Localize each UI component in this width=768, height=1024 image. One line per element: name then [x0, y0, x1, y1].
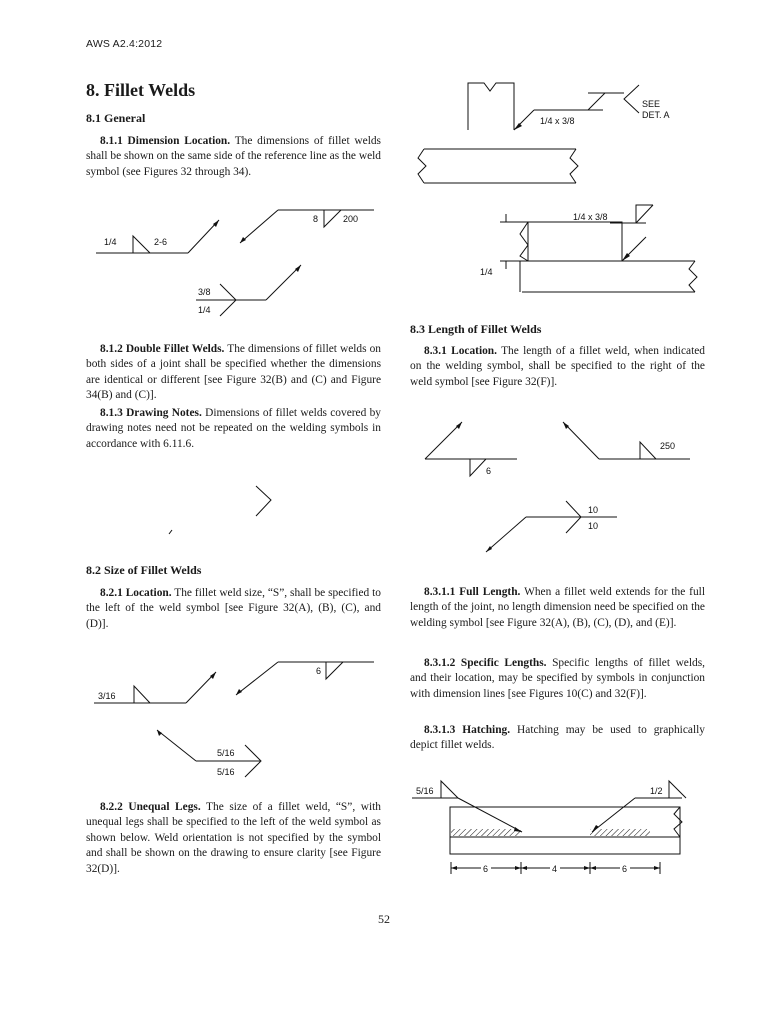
para-8-1-2-number: 8.1.2 Double Fillet Welds.: [100, 343, 225, 355]
figure-length-location: [410, 410, 705, 555]
fig-a-len-label: 8: [313, 214, 319, 224]
page-number: 52: [378, 912, 390, 926]
para-8-2-1-text: The fillet weld size, “S”, shall be specified to the left of the weld symbol [see Figure 32(A), (B), (C), and (D)].: [86, 587, 381, 630]
fig-d-dim-label: 1/4: [480, 267, 493, 277]
para-8-3-1-text: The length of a fillet weld, when indicated on the welding symbol, shall be specified to the right of the weld symbol [see Figure 32(F)].: [410, 345, 705, 388]
para-8-3-1-1-text: When a fillet weld extends for the full length of the joint, no length dimension need be specified on the welding symbol [see Figure 32(A), (B), (C), (D), and (E)].: [410, 586, 705, 629]
para-8-3-1-3-text: Hatching may be used to graphically depict fillet welds.: [410, 724, 705, 752]
figure-drawing-note-symbol: [160, 482, 280, 542]
fig-b-size-right-label: 6: [316, 666, 322, 676]
para-8-1-2-text: The dimensions of fillet welds on both sides of a joint shall be specified whether the dimensions are identical or different [see Figure 32(B) and (C) and Figure 34(B) and (C)].: [86, 343, 381, 402]
para-8-2-2-number: 8.2.2 Unequal Legs.: [100, 801, 201, 813]
section-title: 8. Fillet Welds: [86, 80, 196, 100]
para-8-1-1-text: The dimensions of fillet welds shall be shown on the same side of the reference line as the weld symbol (see Figures 32 through 34).: [86, 135, 381, 178]
fig-a-pitch2-label: 200: [343, 214, 359, 224]
fig-b-other-side-label: 5/16: [217, 767, 235, 777]
para-8-3-1-3-number: 8.3.1.3 Hatching.: [424, 724, 511, 736]
fig-e-below-len-label: 6: [486, 466, 492, 476]
para-8-2-2-text: The size of a fillet weld, “S”, with unequal legs shall be specified to the left of the weld symbol as shown below. Weld orientation is not specified by the symbol and shall be shown on the drawing to ensure clarity [see Figure 32(D)].: [86, 801, 381, 875]
para-8-3-1-3: [410, 723, 705, 754]
figure-dimension-location: [86, 198, 386, 323]
document-header: AWS A2.4:2012: [86, 38, 163, 50]
para-8-3-1-2: [410, 656, 705, 702]
figure-detail-a: [410, 195, 705, 305]
para-8-1-2: [86, 342, 381, 404]
fig-c-size-label: 1/4 x 3/8: [540, 116, 575, 126]
heading-8-3: 8.3 Length of Fillet Welds: [410, 322, 542, 336]
heading-8-1: 8.1 General: [86, 111, 146, 125]
para-8-1-3: [86, 406, 381, 452]
fig-c-det-label: DET. A: [642, 110, 670, 120]
fig-a-arrow-side-label: 3/8: [198, 287, 211, 297]
fig-b-arrow-side-label: 5/16: [217, 748, 235, 758]
para-8-3-1-number: 8.3.1 Location.: [424, 345, 497, 357]
para-8-1-1: [86, 134, 381, 180]
para-8-3-1: [410, 344, 705, 390]
para-8-2-1: [86, 586, 381, 632]
fig-f-right-size-label: 1/2: [650, 786, 663, 796]
para-8-2-2: [86, 800, 381, 877]
para-8-3-1-1: [410, 585, 705, 631]
para-8-3-1-1-number: 8.3.1.1 Full Length.: [424, 586, 521, 598]
fig-e-right-len-label: 250: [660, 441, 676, 451]
para-8-1-1-number: 8.1.1 Dimension Location.: [100, 135, 231, 147]
para-8-3-1-2-text: Specific lengths of fillet welds, and their location, may be specified by symbols in conjunction with dimension lines [see Figures 10(C) and 32(F)].: [410, 657, 705, 700]
fig-e-top-len-label: 10: [588, 505, 599, 515]
fig-a-other-side-label: 1/4: [198, 305, 211, 315]
fig-a-size-label: 1/4: [104, 237, 117, 247]
fig-b-size-left-label: 3/16: [98, 691, 116, 701]
fig-e-bottom-len-label: 10: [588, 521, 599, 531]
fig-f-dim-2-label: 4: [552, 864, 558, 874]
para-8-1-3-number: 8.1.3 Drawing Notes.: [100, 407, 202, 419]
para-8-3-1-2-number: 8.3.1.2 Specific Lengths.: [424, 657, 547, 669]
fig-c-see-label: SEE: [642, 99, 661, 109]
para-8-1-3-text: Dimensions of fillet welds covered by drawing notes need not be repeated on the welding symbols in accordance with 6.11.6.: [86, 407, 381, 450]
fig-d-size-label: 1/4 x 3/8: [573, 212, 608, 222]
figure-size-location: [86, 650, 386, 785]
fig-f-left-size-label: 5/16: [416, 786, 434, 796]
fig-f-dim-1-label: 6: [483, 864, 489, 874]
figure-hatching: [410, 777, 705, 882]
fig-a-pitch-label: 2-6: [154, 237, 168, 247]
para-8-2-1-number: 8.2.1 Location.: [100, 587, 172, 599]
fig-f-dim-3-label: 6: [622, 864, 628, 874]
heading-8-2: 8.2 Size of Fillet Welds: [86, 563, 202, 577]
figure-t-joint-detail-callout: [410, 75, 705, 195]
